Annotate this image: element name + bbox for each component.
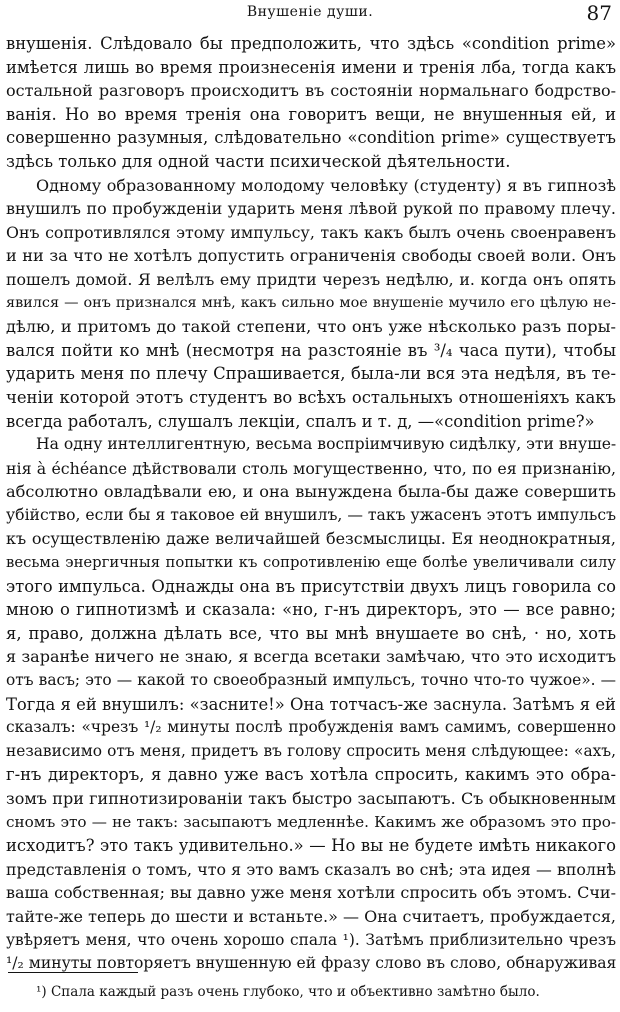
text-line: независимо отъ меня, придетъ въ голову спросить меня слѣдующее: «ахъ, xyxy=(6,741,616,760)
text-line: здѣсь только для одной части психической дѣятельности. xyxy=(6,151,511,171)
text-line: ченіи которой этотъ студентъ во всѣхъ остальныхъ отношеніяхъ какъ xyxy=(6,387,616,407)
text-line: представленія о томъ, что я это вамъ сказалъ во снѣ; эта идея — вполнѣ xyxy=(6,859,616,879)
text-line: зомъ при гипнотизированіи такъ быстро засыпаютъ. Съ обыкновенным xyxy=(6,789,616,808)
text-line: всегда работалъ, слушалъ лекціи, спалъ и т. д, —«condition prime?» xyxy=(6,411,595,431)
text-line: нія à échéance дѣйствовали столь могущественно, что, по ея признанію, xyxy=(6,458,616,478)
text-line: ваша собственная; вы давно уже меня хотѣли спросить объ этомъ. Счи- xyxy=(6,883,616,903)
text-line: г-нъ директоръ, я давно уже васъ хотѣла спросить, какимъ это обра- xyxy=(6,765,616,785)
text-line: мною о гипнотизмѣ и сказала: «но, г-нъ директоръ, это — все равно; xyxy=(6,600,616,620)
text-line: убійство, если бы я таковое ей внушилъ, — такъ ужасенъ этотъ импульсъ xyxy=(6,505,616,524)
text-line: Онъ сопротивлялся этому импульсу, такъ какъ былъ очень своенравенъ xyxy=(6,222,616,242)
text-line: Тогда я ей внушилъ: «засните!» Она тотчасъ-же заснула. Затѣмъ я ей xyxy=(6,694,616,714)
body-text xyxy=(6,32,616,976)
text-line: ¹/₂ минуты повторяетъ внушенную ей фразу слово въ слово, обнаруживая xyxy=(6,954,617,973)
text-line: Одному образованному молодому человѣку (студенту) я въ гипнозѣ xyxy=(36,175,616,195)
text-line: отъ васъ; это — какой то своеобразный импульсъ, точно что-то чужое». — xyxy=(6,671,616,690)
text-line: пошелъ домой. Я велѣлъ ему придти черезъ недѣлю, и. когда онъ опять xyxy=(6,269,616,289)
footnote-divider xyxy=(8,972,138,973)
text-line: абсолютно овладѣвали ею, и она вынуждена была-бы даже совершить xyxy=(6,482,616,502)
text-line: къ осуществленію даже величайшей безсмыслицы. Ея неоднократныя, xyxy=(6,529,616,549)
text-line: ванія. Но во время тренія она говоритъ вещи, не внушенныя ей, и xyxy=(6,104,616,124)
page-number: 87 xyxy=(586,1,612,25)
footnote: ¹) Спала каждый разъ очень глубоко, что и объективно замѣтно было. xyxy=(36,984,540,1000)
text-line: совершенно разумныя, слѣдовательно «condition prime» существуетъ xyxy=(6,128,616,148)
running-head xyxy=(0,1,620,25)
text-line: вался пойти ко мнѣ (несмотря на разстояніе въ ³/₄ часа пути), чтобы xyxy=(6,340,616,360)
text-line: я заранѣе ничего не знаю, я всегда всетаки замѣчаю, что это исходитъ xyxy=(6,647,616,667)
text-line: внушилъ по пробужденіи ударить меня лѣвой рукой по правому плечу. xyxy=(6,199,616,219)
text-line: сномъ это — не такъ: засыпаютъ медленнѣе. Какимъ же образомъ это про- xyxy=(6,812,616,831)
text-line: этого импульса. Однажды она въ присутствіи двухъ лицъ говорила со xyxy=(6,576,616,596)
text-line: я, право, должна дѣлать все, что вы мнѣ внушаете во снѣ, · но, хоть xyxy=(6,623,616,643)
text-line: дѣлю, и притомъ до такой степени, что онъ уже нѣсколько разъ поры- xyxy=(6,317,616,337)
text-line: увѣряетъ меня, что очень хорошо спала ¹). Затѣмъ приблизительно чрезъ xyxy=(6,930,616,949)
text-line: На одну интеллигентную, весьма воспріимчивую сидѣлку, эти внуше- xyxy=(36,435,617,454)
text-line: имѣется лишь во время произнесенія имени и тренія лба, тогда какъ xyxy=(6,57,616,77)
text-line: остальной разговоръ происходитъ въ состояніи нормальнаго бодрство- xyxy=(6,81,616,101)
text-line: тайте-же теперь до шести и встаньте.» — Она считаетъ, пробуждается, xyxy=(6,906,616,926)
text-line: и ни за что не хотѣлъ допустить ограниченія свободы своей воли. Онъ xyxy=(6,246,616,266)
text-line: сказалъ: «чрезъ ¹/₂ минуты послѣ пробужденія вамъ самимъ, совершенно xyxy=(6,718,616,737)
text-line: внушенія. Слѣдовало бы предположить, что здѣсь «condition prime» xyxy=(6,34,616,53)
text-line: ударить меня по плечу Спрашивается, была-ли вся эта недѣля, въ те- xyxy=(6,364,616,384)
text-line: весьма энергичныя попытки къ сопротивленію еще болѣе увеличивали силу xyxy=(6,554,616,572)
text-line: явился — онъ признался мнѣ, какъ сильно мое внушеніе мучило его цѣлую не- xyxy=(6,294,616,311)
running-title: Внушеніе души. xyxy=(246,4,374,20)
text-line: исходитъ? это такъ удивительно.» — Но вы не будете имѣть никакого xyxy=(6,836,616,856)
